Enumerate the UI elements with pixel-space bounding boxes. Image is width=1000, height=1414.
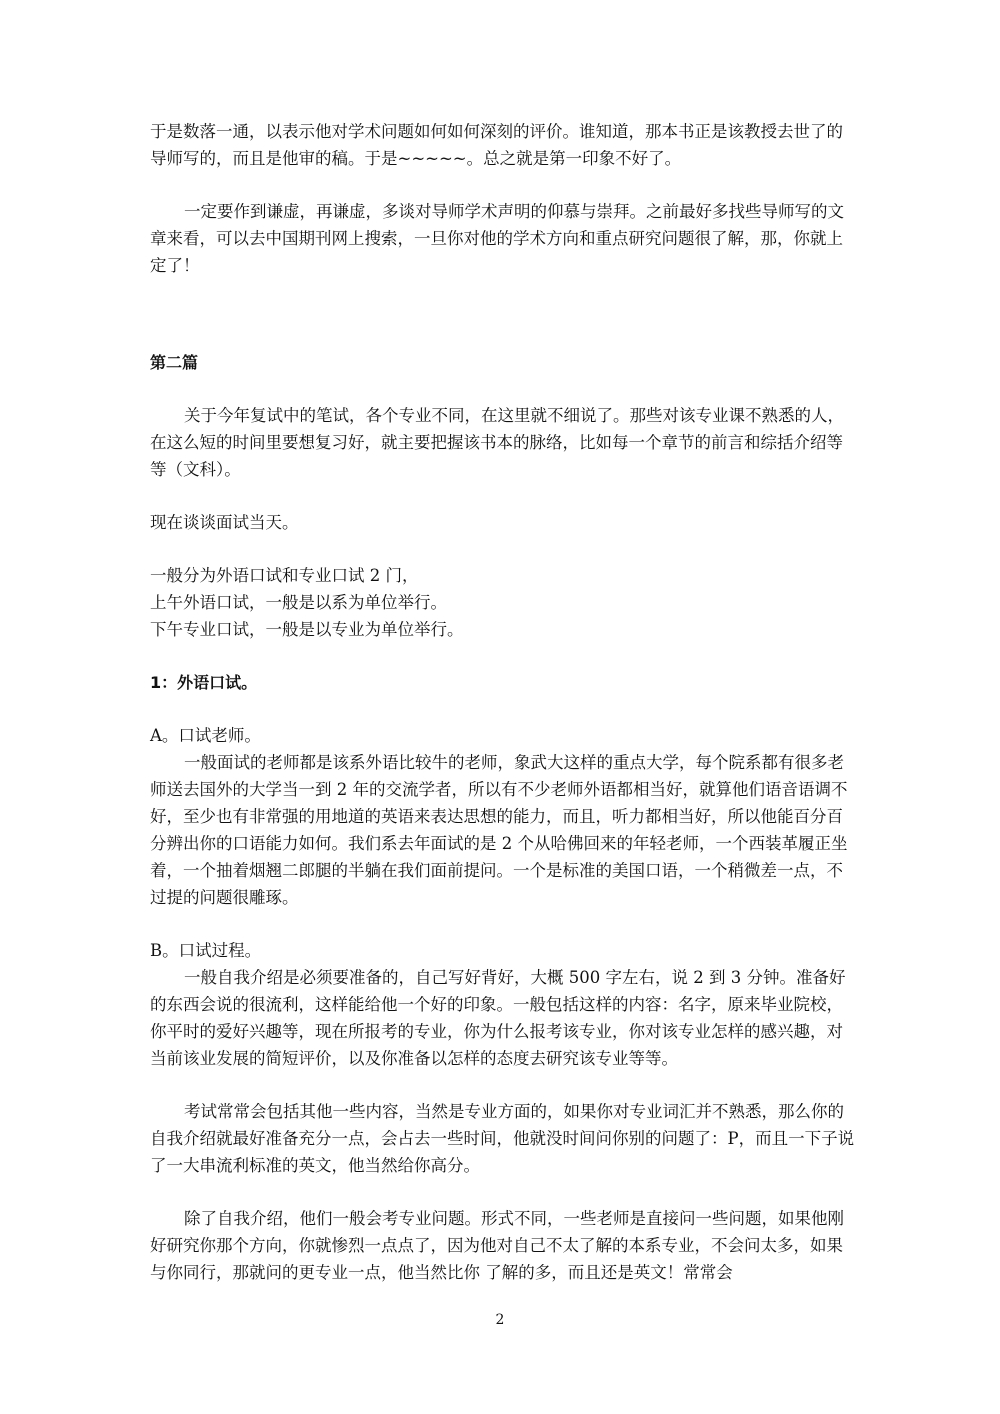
paragraph-2: 一定要作到谦虚，再谦虚，多谈对导师学术声明的仰慕与崇拜。之前最好多找些导师写的文章来看，可以去中国期刊网上搜索，一旦你对他的学术方向和重点研究问题很了解，那，你就上定了！: [150, 202, 844, 275]
paragraph-3: 关于今年复试中的笔试，各个专业不同，在这里就不细说了。那些对该专业课不熟悉的人，在这么短的时间里要想复习好，就主要把握该书本的脉络，比如每一个章节的前言和综括介绍等等（文科）。: [150, 406, 844, 479]
paragraph-1: 于是数落一通，以表示他对学术问题如何如何深刻的评价。谁知道，那本书正是该教授去世了的导师写的，而且是他审的稿。于是~~~~~。总之就是第一印象不好了。: [150, 122, 843, 168]
paragraph-5a: 一般分为外语口试和专业口试 2 门，: [150, 566, 419, 585]
subsection-heading-1: 1：外语口试。: [150, 673, 258, 692]
label-b: B。口试过程。: [150, 941, 262, 960]
label-a: A。口试老师。: [150, 726, 261, 745]
paragraph-5b: 上午外语口试，一般是以系为单位举行。: [150, 593, 447, 612]
section-heading-2: 第二篇: [150, 353, 199, 372]
document-body: [150, 118, 855, 1286]
page-number: 2: [495, 1312, 505, 1328]
paragraph-5c: 下午专业口试，一般是以专业为单位举行。: [150, 620, 464, 639]
paragraph-6: 一般面试的老师都是该系外语比较牛的老师，象武大这样的重点大学，每个院系都有很多老师送去国外的大学当一到 2 年的交流学者，所以有不少老师外语都相当好，就算他们语音语调不好，至少也有非常强的用地道的英语来表达思想的能力，而且，听力都相当好，所以他能百分百分辨出你的口语能力如何。我们系去年面试的是 2 个从哈佛回来的年轻老师，一个西装革履正坐着，一个抽着烟翘二郎腿的半躺在我们面前提问。一个是标准的美国口语，一个稍微差一点，不过提的问题很雕琢。: [150, 753, 848, 907]
paragraph-8: 考试常常会包括其他一些内容，当然是专业方面的，如果你对专业词汇并不熟悉，那么你的自我介绍就最好准备充分一点，会占去一些时间，他就没时间问你别的问题了：P，而且一下子说了一大串流利标准的英文，他当然给你高分。: [150, 1102, 855, 1175]
paragraph-7: 一般自我介绍是必须要准备的，自己写好背好，大概 500 字左右，说 2 到 3 分钟。准备好的东西会说的很流利，这样能给他一个好的印象。一般包括这样的内容：名字，原来毕业院校，你平时的爱好兴趣等，现在所报考的专业，你为什么报考该专业，你对该专业怎样的感兴趣，对当前该业发展的简短评价，以及你准备以怎样的态度去研究该专业等等。: [150, 968, 846, 1068]
paragraph-9: 除了自我介绍，他们一般会考专业问题。形式不同，一些老师是直接问一些问题，如果他刚好研究你那个方向，你就惨烈一点点了，因为他对自己不太了解的本系专业，不会问太多，如果与你同行，那就问的更专业一点，他当然比你 了解的多，而且还是英文！常常会: [150, 1209, 844, 1282]
paragraph-4: 现在谈谈面试当天。: [150, 513, 299, 532]
